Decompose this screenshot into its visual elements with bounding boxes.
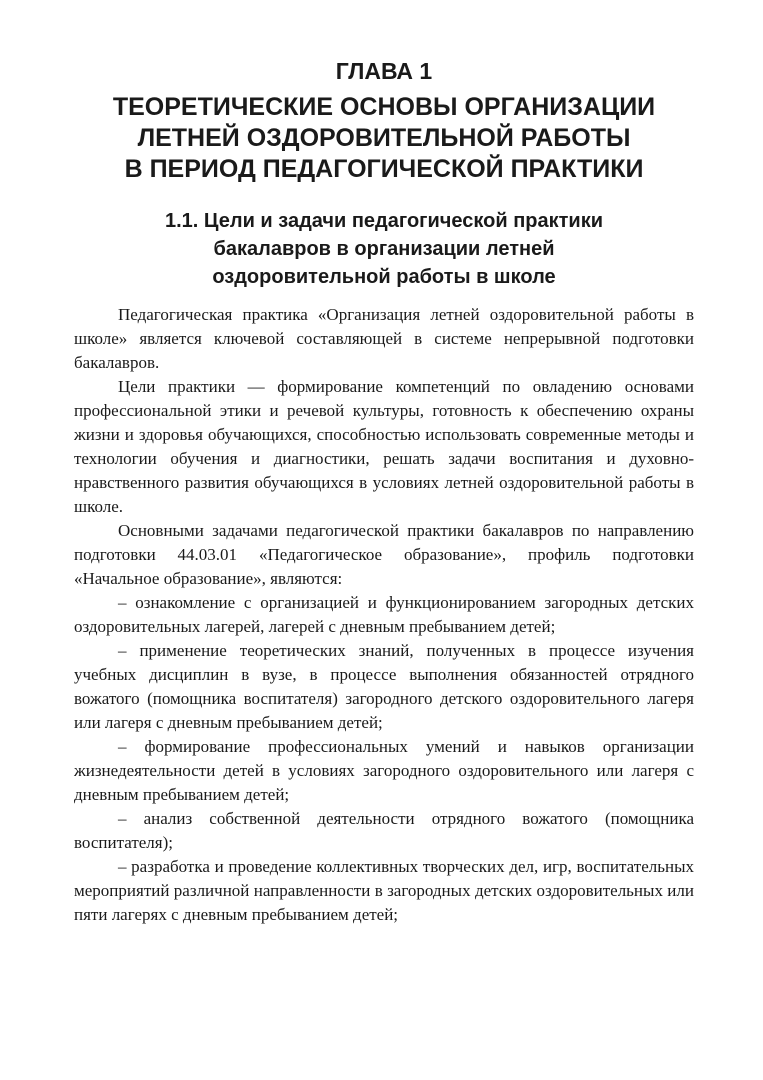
chapter-title-line: В ПЕРИОД ПЕДАГОГИЧЕСКОЙ ПРАКТИКИ <box>124 155 644 183</box>
list-item: – формирование профессиональных умений и навыков организации жизнедеятельности детей в условиях загородного оздоровительного или лагеря с дневным пребыванием детей; <box>74 737 694 804</box>
list-item: – ознакомление с организацией и функционированием загородных детских оздоровительных лагерей, лагерей с дневным пребыванием детей; <box>74 593 694 636</box>
chapter-number: ГЛАВА 1 <box>335 58 433 84</box>
list-item: – анализ собственной деятельности отрядного вожатого (помощника воспитателя); <box>74 809 694 852</box>
chapter-title <box>74 92 694 185</box>
list-item: – разработка и проведение коллективных творческих дел, игр, воспитательных мероприятий различной направленности в загородных детских оздоровительных или пяти лагерях с дневным пребыванием детей; <box>74 857 694 924</box>
section-title-line: оздоровительной работы в школе <box>212 266 556 288</box>
chapter-title-line: ЛЕТНЕЙ ОЗДОРОВИТЕЛЬНОЙ РАБОТЫ <box>137 124 631 152</box>
document-page <box>74 56 694 927</box>
list-item: – применение теоретических знаний, полученных в процессе изучения учебных дисциплин в вузе, в процессе выполнения обязанностей отрядного вожатого (помощника воспитателя) загородного детского оздоровительного лагеря или лагеря с дневным пребыванием детей; <box>74 641 694 732</box>
body-text <box>74 303 694 927</box>
paragraph-intro: Педагогическая практика «Организация летней оздоровительной работы в школе» является ключевой составляющей в системе непрерывной подготовки бакалавров. <box>74 305 694 372</box>
paragraph-goals: Цели практики — формирование компетенций по овладению основами профессиональной этики и речевой культуры, готовность к обеспечению охраны жизни и здоровья обучающихся, способностью использовать современные методы и технологии обучения и диагностики, решать задачи воспитания и духовно-нравственного развития обучающихся в условиях летней оздоровительной работы в школе. <box>74 377 694 516</box>
paragraph-tasks-intro: Основными задачами педагогической практики бакалавров по направлению подготовки 44.03.01 «Педагогическое образование», профиль подготовки «Начальное образование», являются: <box>74 521 694 588</box>
chapter-title-line: ТЕОРЕТИЧЕСКИЕ ОСНОВЫ ОРГАНИЗАЦИИ <box>112 93 656 121</box>
section-title-line: бакалавров в организации летней <box>213 238 555 260</box>
section-title <box>74 207 694 291</box>
section-title-line: 1.1. Цели и задачи педагогической практики <box>164 210 604 232</box>
